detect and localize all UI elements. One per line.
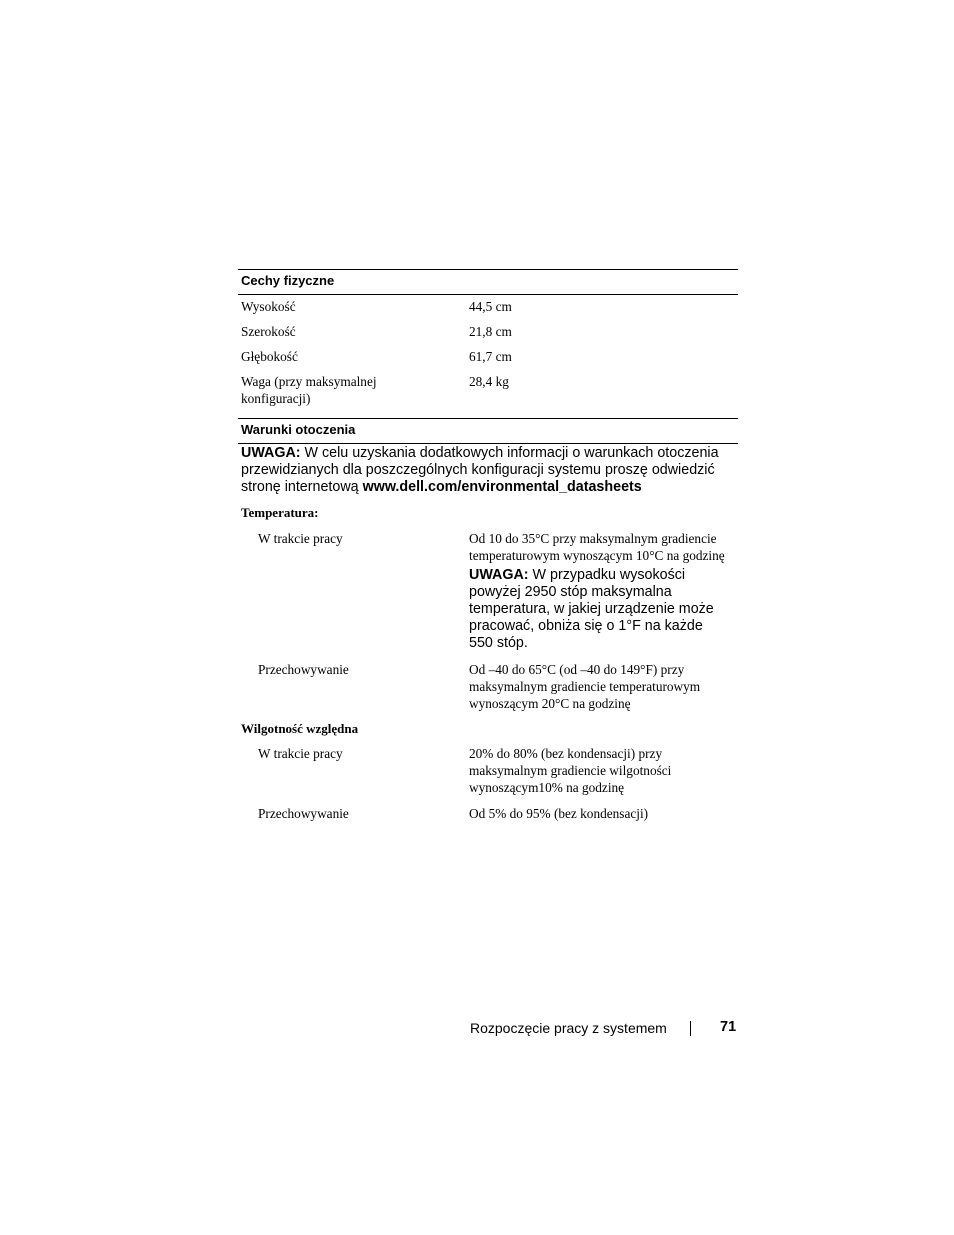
note-text: W celu uzyskania dodatkowych informacji o warunkach otoczenia przewidzianych dla poszczególnych konfiguracji systemu proszę odwiedzić stronę internetową bbox=[241, 445, 719, 495]
temperature-heading: Temperatura: bbox=[241, 505, 319, 520]
environment-heading: Warunki otoczenia bbox=[241, 422, 356, 437]
height-label: Wysokość bbox=[241, 299, 296, 314]
temp-operating-note bbox=[469, 567, 721, 652]
weight-value: 28,4 kg bbox=[469, 374, 509, 389]
height-value: 44,5 cm bbox=[469, 299, 512, 314]
humidity-storage-label: Przechowywanie bbox=[258, 806, 349, 821]
environment-note bbox=[241, 445, 731, 496]
temp-operating-value: Od 10 do 35°C przy maksymalnym gradiencie temperaturowym wynoszącym 10°C na godzinę bbox=[469, 531, 725, 563]
depth-value: 61,7 cm bbox=[469, 349, 512, 364]
note-keyword: UWAGA: bbox=[241, 445, 301, 461]
page-number: 71 bbox=[720, 1019, 737, 1035]
temp-storage-label: Przechowywanie bbox=[258, 662, 349, 677]
temp-storage-value: Od –40 do 65°C (od –40 do 149°F) przy maksymalnym gradiencie temperaturowym wynoszącym 20°C na godzinę bbox=[469, 662, 701, 711]
environment-heading-rule bbox=[238, 443, 738, 444]
humidity-heading: Wilgotność względna bbox=[241, 721, 359, 736]
humidity-operating-label: W trakcie pracy bbox=[258, 746, 343, 761]
width-label: Szerokość bbox=[241, 324, 296, 339]
footer-separator bbox=[690, 1021, 691, 1036]
depth-label: Głębokość bbox=[241, 349, 298, 364]
physical-heading: Cechy fizyczne bbox=[241, 273, 335, 288]
top-rule bbox=[238, 269, 738, 270]
width-value: 21,8 cm bbox=[469, 324, 512, 339]
weight-label: Waga (przy maksymalnej konfiguracji) bbox=[241, 374, 377, 406]
temp-operating-label: W trakcie pracy bbox=[258, 531, 343, 546]
footer-section-title: Rozpoczęcie pracy z systemem bbox=[470, 1020, 667, 1036]
temp-note-keyword: UWAGA: bbox=[469, 567, 529, 583]
datasheets-link[interactable]: www.dell.com/environmental_datasheets bbox=[362, 479, 642, 495]
environment-top-rule bbox=[238, 418, 738, 419]
physical-heading-rule bbox=[238, 294, 738, 295]
humidity-storage-value: Od 5% do 95% (bez kondensacji) bbox=[469, 806, 649, 821]
temp-note-text: W przypadku wysokości powyżej 2950 stóp maksymalna temperatura, w jakiej urządzenie może pracować, obniża się o 1°F na każde 550 stóp. bbox=[469, 567, 714, 651]
humidity-operating-value: 20% do 80% (bez kondensacji) przy maksymalnym gradiencie wilgotności wynoszącym10% na godzinę bbox=[469, 746, 672, 795]
